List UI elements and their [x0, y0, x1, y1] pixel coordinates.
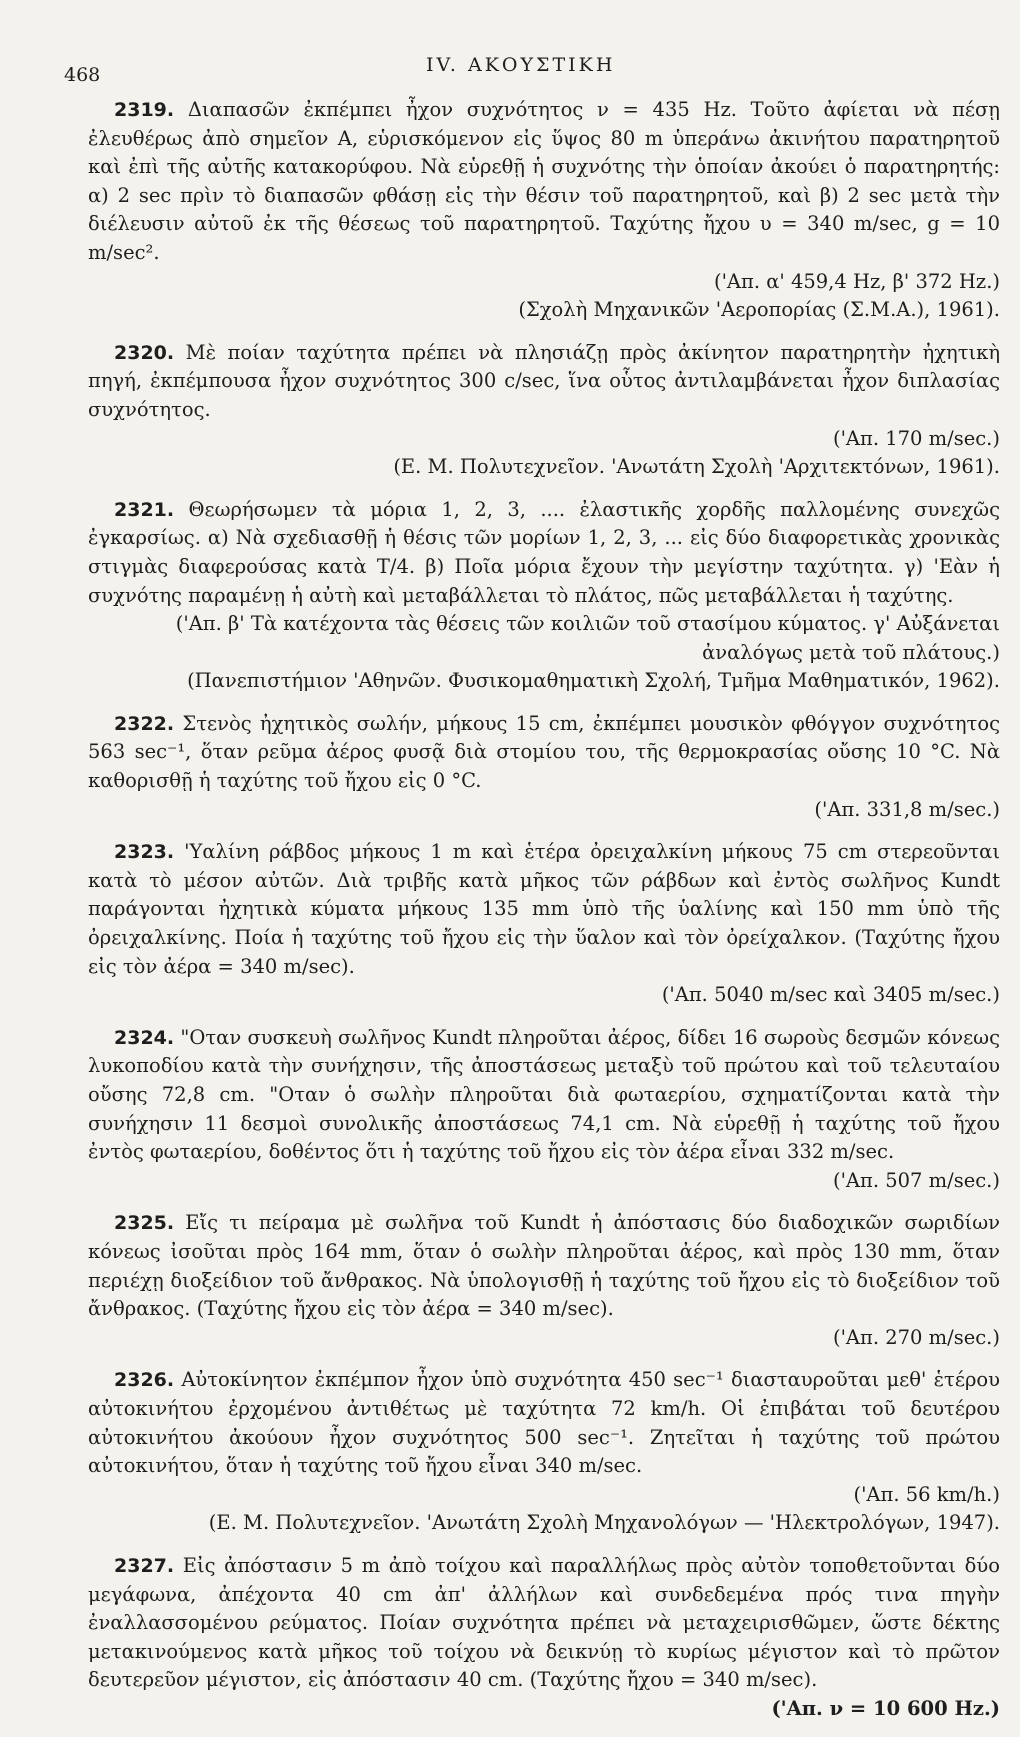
problem-answer: ('Απ. ν = 10 600 Hz.)	[771, 1696, 1000, 1720]
running-title: IV. ΑΚΟΥΣΤΙΚΗ	[426, 54, 616, 76]
problem-source: (Πανεπιστήμιον 'Αθηνῶν. Φυσικομαθηματικὴ Σχολή, Τμῆμα Μαθηματικόν, 1962).	[187, 669, 1000, 693]
problem-number: 2323.	[114, 841, 175, 864]
problem-2326	[88, 1366, 1000, 1538]
problem-number: 2325.	[114, 1212, 175, 1235]
problem-answer: ('Απ. 270 m/sec.)	[832, 1325, 1000, 1349]
problem-number: 2321.	[114, 498, 175, 521]
problem-answer: ('Απ. 331,8 m/sec.)	[814, 797, 1000, 821]
problem-text: Θεωρήσωμεν τὰ μόρια 1, 2, 3, .... ἐλαστικῆς χορδῆς παλλομένης συνεχῶς ἐγκαρσίως. α) Νὰ σχεδιασθῇ ἡ θέσις τῶν μορίων 1, 2, 3, ... εἰς δύο διαφορετικὰς χρονικὰς στιγμὰς διαφερούσας κατὰ T/4. β) Ποῖα μόρια ἔχουν τὴν μεγίστην ταχύτητα. γ) 'Εὰν ἡ συχνότης παραμένῃ ἡ αὐτὴ καὶ μεταβάλλεται τὸ πλάτος, πῶς μεταβάλλεται ἡ ταχύτης.	[88, 497, 1001, 607]
problem-answer: ('Απ. β' Τὰ κατέχοντα τὰς θέσεις τῶν κοιλιῶν τοῦ στασίμου κύματος. γ' Αὐξάνεται ἀναλόγως μετὰ τοῦ πλάτους.)	[175, 612, 1000, 664]
problem-text: Στενὸς ἠχητικὸς σωλήν, μήκους 15 cm, ἐκπέμπει μουσικὸν φθόγγον συχνότητος 563 sec⁻¹, ὅταν ρεῦμα ἀέρος φυσᾷ διὰ στομίου του, τῆς θερμοκρασίας οὔσης 10 °C. Νὰ καθορισθῇ ἡ ταχύτης τοῦ ἤχου εἰς 0 °C.	[88, 711, 1000, 793]
problem-2321	[88, 496, 1000, 696]
problem-number: 2319.	[114, 99, 175, 121]
problem-2323	[88, 838, 1000, 1010]
problem-list	[88, 96, 1000, 1737]
problem-source: (Σχολὴ Μηχανικῶν 'Αεροπορίας (Σ.Μ.Α.), 1961).	[518, 298, 1000, 322]
problem-number: 2327.	[114, 1554, 175, 1577]
problem-answer: ('Απ. 5040 m/sec καὶ 3405 m/sec.)	[661, 983, 1000, 1007]
problem-answer: ('Απ. 170 m/sec.)	[832, 426, 1000, 450]
problem-source: (Ε. Μ. Πολυτεχνεῖον. 'Ανωτάτη Σχολὴ Μηχανολόγων — 'Ηλεκτρολόγων, 1947).	[208, 1511, 1000, 1535]
page-number: 468	[64, 64, 101, 86]
problem-2319	[88, 96, 1000, 325]
problem-text: Εἰς ἀπόστασιν 5 m ἀπὸ τοίχου καὶ παραλλήλως πρὸς αὐτὸν τοποθετοῦνται δύο μεγάφωνα, ἀπέχοντα 40 cm ἀπ' ἀλλήλων καὶ συνδεδεμένα πρός τινα πηγὴν ἐναλλασσομένου ρεύματος. Ποίαν συχνότητα πρέπει νὰ μεταχειρισθῶμεν, ὥστε δέκτης μετακινούμενος κατὰ μῆκος τοῦ τοίχου νὰ δεικνύῃ τὸ κυρίως μέγιστον καὶ τὸ πρῶτον δευτερεῦον μέγιστον, εἰς ἀπόστασιν 40 cm. (Ταχύτης ἤχου = 340 m/sec).	[88, 1553, 1000, 1692]
problem-text: Διαπασῶν ἐκπέμπει ἦχον συχνότητος ν = 435 Hz. Τοῦτο ἀφίεται νὰ πέσῃ ἐλευθέρως ἀπὸ σημεῖον Α, εὑρισκόμενον εἰς ὕψος 80 m ὑπεράνω ἀκινήτου παρατηρητοῦ καὶ ἐπὶ τῆς αὐτῆς κατακορύφου. Νὰ εὑρεθῇ ἡ συχνότης τὴν ὁποίαν ἀκούει ὁ παρατηρητής: α) 2 sec πρὶν τὸ διαπασῶν φθάσῃ εἰς τὴν θέσιν τοῦ παρατηρητοῦ, καὶ β) 2 sec μετὰ τὴν διέλευσιν αὐτοῦ ἐκ τῆς θέσεως τοῦ παρατηρητοῦ. Ταχύτης ἤχου υ = 340 m/sec, g = 10 m/sec².	[88, 98, 1000, 264]
problem-2325	[88, 1209, 1000, 1352]
problem-text: Αὐτοκίνητον ἐκπέμπον ἦχον ὑπὸ συχνότητα 450 sec⁻¹ διασταυροῦται μεθ' ἑτέρου αὐτοκινήτου ἐρχομένου ἀντιθέτως μὲ ταχύτητα 72 km/h. Οἱ ἐπιβάται τοῦ δευτέρου αὐτοκινήτου ἀκούουν ἦχον συχνότητος 500 sec⁻¹. Ζητεῖται ἡ ταχύτης τοῦ πρώτου αὐτοκινήτου, ὅταν ἡ ταχύτης τοῦ ἤχου εἶναι 340 m/sec.	[88, 1368, 1000, 1478]
problem-answer: ('Απ. 507 m/sec.)	[832, 1168, 1000, 1192]
problem-answer: ('Απ. α' 459,4 Hz, β' 372 Hz.)	[713, 269, 1000, 293]
problem-number: 2326.	[114, 1369, 175, 1392]
problem-text: "Οταν συσκευὴ σωλῆνος Kundt πληροῦται ἀέρος, δίδει 16 σωροὺς δεσμῶν κόνεως λυκοποδίου κατὰ τὴν συνήχησιν, τῆς ἀποστάσεως μεταξὺ τοῦ πρώτου καὶ τοῦ τελευταίου οὔσης 72,8 cm. "Οταν ὁ σωλὴν πληροῦται διὰ φωταερίου, σχηματίζονται κατὰ τὴν συνήχησιν 11 δεσμοὶ συνολικῆς ἀποστάσεως 74,1 cm. Νὰ εὑρεθῇ ἡ ταχύτης τοῦ ἤχου ἐντὸς φωταερίου, δοθέντος ὅτι ἡ ταχύτης τοῦ ἤχου εἰς τὸν ἀέρα εἶναι 332 m/sec.	[88, 1025, 1000, 1164]
problem-text: 'Υαλίνη ράβδος μήκους 1 m καὶ ἑτέρα ὀρειχαλκίνη μήκους 75 cm στερεοῦνται κατὰ τὸ μέσον αὐτῶν. Διὰ τριβῆς κατὰ μῆκος τῶν ράβδων καὶ ἐντὸς σωλῆνος Kundt παράγονται ἠχητικὰ κύματα μήκους 135 mm ὑπὸ τῆς ὑαλίνης καὶ 150 mm ὑπὸ τῆς ὀρειχαλκίνης. Ποία ἡ ταχύτης τοῦ ἤχου εἰς τὴν ὕαλον καὶ τὸν ὀρείχαλκον. (Ταχύτης ἤχου εἰς τὸν ἀέρα = 340 m/sec).	[88, 840, 1000, 978]
problem-number: 2324.	[114, 1026, 175, 1049]
problem-text: Μὲ ποίαν ταχύτητα πρέπει νὰ πλησιάζῃ πρὸς ἀκίνητον παρατηρητὴν ἠχητικὴ πηγή, ἐκπέμπουσα ἦχον συχνότητος 300 c/sec, ἵνα οὗτος ἀντιλαμβάνεται ἦχον διπλασίας συχνότητος.	[88, 340, 1000, 421]
problem-number: 2320.	[114, 341, 175, 364]
page-header	[64, 50, 980, 90]
problem-source: (Ε. Μ. Πολυτεχνεῖον. 'Ανωτάτη Σχολὴ 'Αρχιτεκτόνων, 1961).	[393, 455, 1000, 479]
problem-answer: ('Απ. 56 km/h.)	[853, 1482, 1000, 1506]
problem-2322	[88, 710, 1000, 824]
problem-number: 2322.	[114, 712, 175, 735]
problem-2324	[88, 1024, 1000, 1196]
problem-2320	[88, 339, 1000, 482]
problem-text: Εἴς τι πείραμα μὲ σωλῆνα τοῦ Kundt ἡ ἀπόστασις δύο διαδοχικῶν σωριδίων κόνεως ἰσοῦται πρὸς 164 mm, ὅταν ὁ σωλὴν πληροῦται ἀέρος, καὶ πρὸς 130 mm, ὅταν περιέχῃ διοξείδιον τοῦ ἄνθρακος. Νὰ ὑπολογισθῇ ἡ ταχύτης τοῦ ἤχου εἰς τὸ διοξείδιον τοῦ ἄνθρακος. (Ταχύτης ἤχου εἰς τὸν ἀέρα = 340 m/sec).	[88, 1211, 1000, 1321]
problem-2327	[88, 1552, 1000, 1724]
